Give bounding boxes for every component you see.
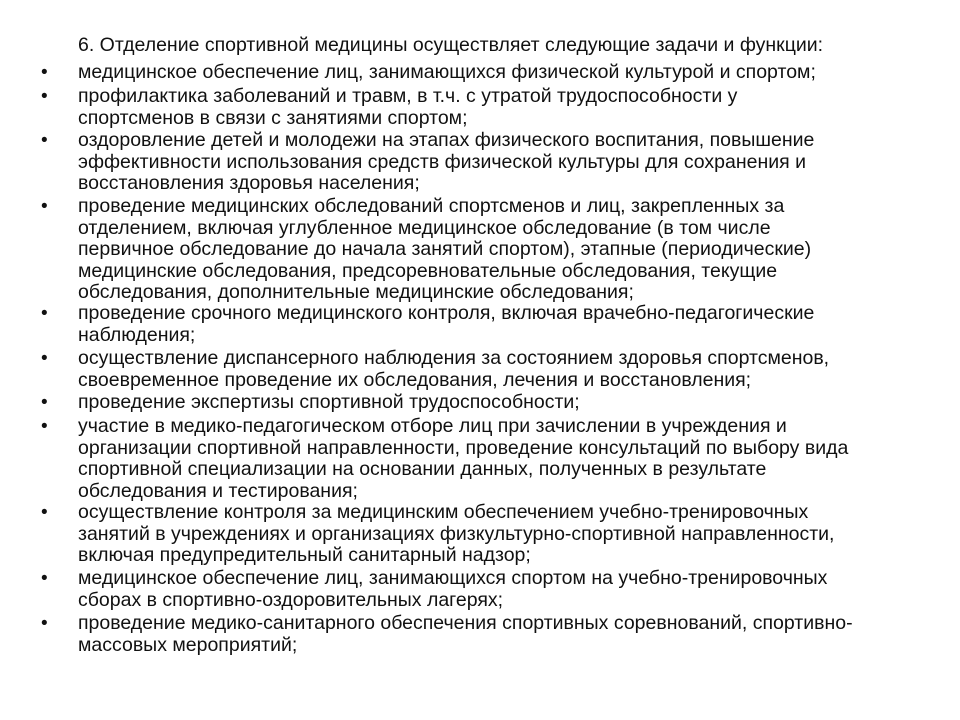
list-item-line: массовых мероприятий;	[78, 633, 298, 656]
list-item-line: восстановления здоровья населения;	[78, 172, 420, 194]
list-item-line: медицинское обеспечение лиц, занимающихся физической культурой и спортом;	[78, 61, 816, 83]
list-item-text	[78, 613, 938, 656]
list-item-text	[78, 303, 938, 346]
bullet-icon: •	[41, 392, 48, 413]
list-item-line: участие в медико-педагогическом отборе лиц при зачислении в учреждения и	[78, 415, 787, 437]
list-item-line: организации спортивной направленности, проведение консультаций по выбору вида	[78, 436, 849, 459]
list-item-line: первичное обследование до начала занятий спортом), этапные (периодические)	[78, 238, 812, 260]
list-item-line: сборах в спортивно-оздоровительных лагерях;	[78, 588, 504, 611]
list-item-line: оздоровление детей и молодежи на этапах физического воспитания, повышение	[78, 129, 815, 151]
list-item-line: занятий в учреждениях и организациях физкультурно-спортивной направленности,	[78, 522, 835, 545]
list-item-line: осуществление диспансерного наблюдения за состоянием здоровья спортсменов,	[78, 347, 830, 369]
list-item-text	[78, 86, 938, 129]
list-item-line: проведение медико-санитарного обеспечения спортивных соревнований, спортивно-	[78, 612, 853, 634]
list-item-line: обследования и тестирования;	[78, 479, 358, 502]
bullet-icon: •	[41, 502, 48, 523]
slide-heading: 6. Отделение спортивной медицины осуществляет следующие задачи и функции:	[78, 34, 824, 56]
list-item-line: медицинские обследования, предсоревновательные обследования, текущие	[78, 259, 778, 282]
list-item-text	[78, 502, 938, 567]
bullet-icon: •	[41, 303, 48, 324]
list-item-text	[78, 196, 938, 304]
list-item-line: профилактика заболеваний и травм, в т.ч. с утратой трудоспособности у	[78, 85, 738, 107]
list-item-line: отделением, включая углубленное медицинское обследование (в том числе	[78, 216, 771, 239]
list-item-line: проведение экспертизы спортивной трудоспособности;	[78, 391, 580, 413]
bullet-icon: •	[41, 613, 48, 634]
list-item-text	[78, 348, 938, 391]
list-item-line: наблюдения;	[78, 323, 196, 346]
bullet-icon: •	[41, 130, 48, 151]
list-item-line: медицинское обеспечение лиц, занимающихся спортом на учебно-тренировочных	[78, 567, 828, 589]
list-item-line: спортивной специализации на основании данных, полученных в результате	[78, 458, 767, 480]
bullet-icon: •	[41, 348, 48, 369]
bullet-icon: •	[41, 86, 48, 107]
list-item-text	[78, 392, 938, 414]
list-item-line: спортсменов в связи с занятиями спортом;	[78, 106, 468, 129]
list-item-line: проведение медицинских обследований спортсменов и лиц, закрепленных за	[78, 195, 785, 217]
bullet-icon: •	[41, 196, 48, 217]
list-item-line: проведение срочного медицинского контроля, включая врачебно-педагогические	[78, 302, 815, 324]
list-item-text	[78, 568, 938, 611]
list-item-text	[78, 62, 938, 84]
list-item-line: эффективности использования средств физической культуры для сохранения и	[78, 150, 807, 173]
bullet-icon: •	[41, 416, 48, 437]
bullet-icon: •	[41, 62, 48, 83]
list-item-text	[78, 130, 938, 195]
list-item-line: осуществление контроля за медицинским обеспечением учебно-тренировочных	[78, 501, 809, 523]
list-item-line: включая предупредительный санитарный надзор;	[78, 544, 531, 566]
list-item-line: обследования, дополнительные медицинские обследования;	[78, 281, 634, 303]
bullet-icon: •	[41, 568, 48, 589]
list-item-text	[78, 416, 938, 502]
list-item-line: своевременное проведение их обследования, лечения и восстановления;	[78, 368, 752, 391]
